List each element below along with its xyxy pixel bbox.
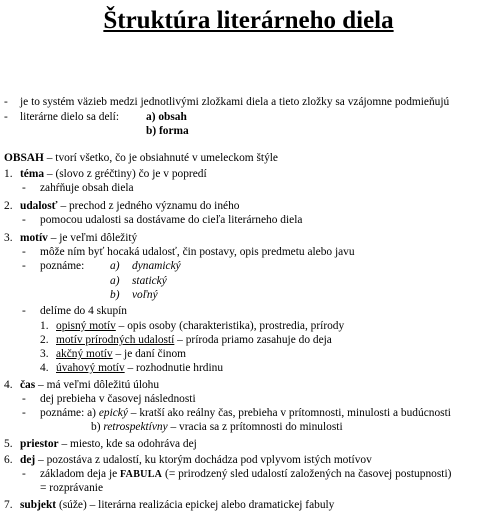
motiv-kind-2: statický bbox=[132, 275, 167, 287]
motiv-group-2-desc: – príroda priamo zasahuje do deja bbox=[174, 334, 332, 346]
item-1-term: téma bbox=[20, 168, 45, 180]
item-2-line bbox=[20, 199, 239, 213]
intro-dash-2: - bbox=[4, 111, 8, 123]
motiv-kind-1-marker: a) bbox=[110, 260, 120, 272]
item-4-line bbox=[20, 378, 159, 392]
page-title: Štruktúra literárneho diela bbox=[103, 7, 394, 34]
cas-epicky-term: epický bbox=[98, 407, 128, 419]
item-6-line bbox=[20, 453, 372, 467]
intro-dash-1: - bbox=[4, 96, 8, 108]
item-7-term: subjekt bbox=[20, 499, 57, 511]
item-6-number: 6. bbox=[4, 454, 13, 466]
motiv-group-3-number: 3. bbox=[40, 348, 49, 360]
fabula-term: FABULA bbox=[120, 469, 163, 480]
item-1-line bbox=[20, 167, 207, 181]
item-4-sub1: dej prebieha v časovej následnosti bbox=[40, 393, 196, 405]
item-3-term: motív bbox=[20, 232, 48, 244]
intro-text-2: literárne dielo sa delí: bbox=[20, 111, 119, 123]
item-6-sub-dash: - bbox=[22, 468, 26, 480]
intro-obsah: a) obsah bbox=[146, 111, 187, 123]
item-4-sub2 bbox=[40, 406, 451, 420]
motiv-kind-2-marker: a) bbox=[110, 275, 120, 287]
motiv-group-3 bbox=[56, 347, 186, 361]
item-3-number: 3. bbox=[4, 232, 13, 244]
item-4-sub1-dash: - bbox=[22, 393, 26, 405]
dej-sub-desc: (= prirodzený sled udalostí založených na časovej postupnosti) bbox=[162, 468, 452, 480]
motiv-group-3-term: akčný motív bbox=[56, 348, 113, 360]
cas-epicky-desc: – kratší ako reálny čas, prebieha v prítomnosti, minulosti a budúcnosti bbox=[127, 407, 451, 419]
motiv-group-2-number: 2. bbox=[40, 334, 49, 346]
motiv-kind-3-marker: b) bbox=[110, 289, 120, 301]
item-6-term: dej bbox=[20, 454, 36, 466]
motiv-kind-3: voľný bbox=[132, 289, 158, 301]
item-4-number: 4. bbox=[4, 379, 13, 391]
item-4-sub3 bbox=[91, 420, 343, 434]
motiv-group-1-term: opisný motív bbox=[56, 320, 116, 332]
intro-forma: b) forma bbox=[146, 125, 189, 137]
obsah-label: OBSAH bbox=[4, 152, 44, 164]
cas-retro-marker: b) bbox=[91, 421, 104, 433]
item-3-sub1-dash: - bbox=[22, 246, 26, 258]
item-1-sub-dash: - bbox=[22, 182, 26, 194]
item-4-term: čas bbox=[20, 379, 36, 391]
item-4-sub2-dash: - bbox=[22, 407, 26, 419]
intro-text-1: je to systém väzieb medzi jednotlivými zložkami diela a tieto zložky sa vzájomne podmieňujú bbox=[20, 96, 450, 108]
item-3-sub2: poznáme: bbox=[40, 260, 85, 272]
item-7-desc: (súže) – literárna realizácia epickej alebo dramatickej fabuly bbox=[56, 499, 335, 511]
dej-sub-pre: základom deja je bbox=[40, 468, 121, 480]
cas-retro-term: retrospektívny bbox=[103, 421, 168, 433]
item-5-number: 5. bbox=[4, 438, 13, 450]
item-2-number: 2. bbox=[4, 200, 13, 212]
item-3-line bbox=[20, 231, 137, 245]
motiv-kind-1: dynamický bbox=[132, 260, 181, 272]
item-3-desc: – je veľmi dôležitý bbox=[47, 232, 138, 244]
obsah-desc: – tvorí všetko, čo je obsiahnuté v umeleckom štýle bbox=[43, 152, 278, 164]
item-1-number: 1. bbox=[4, 168, 13, 180]
item-6-desc: – pozostáva z udalostí, ku ktorým dochádza pod vplyvom istých motívov bbox=[35, 454, 372, 466]
item-6-sub-cont: = rozprávanie bbox=[40, 482, 104, 494]
motiv-group-4 bbox=[56, 361, 223, 375]
item-2-term: udalosť bbox=[20, 200, 58, 212]
motiv-group-1-desc: – opis osoby (charakteristika), prostredia, prírody bbox=[115, 320, 345, 332]
item-7-number: 7. bbox=[4, 499, 13, 511]
obsah-heading bbox=[4, 151, 278, 165]
item-6-sub bbox=[40, 467, 451, 482]
motiv-group-2-term: motív prírodných udalostí bbox=[56, 334, 175, 346]
item-1-sub: zahŕňuje obsah diela bbox=[40, 182, 134, 194]
item-2-sub-dash: - bbox=[22, 214, 26, 226]
item-5-term: priestor bbox=[20, 438, 59, 450]
item-5-desc: – miesto, kde sa odohráva dej bbox=[58, 438, 197, 450]
item-1-desc: – (slovo z gréčtiny) čo je v popredí bbox=[44, 168, 207, 180]
motiv-group-4-term: úvahový motív bbox=[56, 362, 125, 374]
motiv-group-3-desc: – je daní činom bbox=[112, 348, 187, 360]
cas-epicky-marker: poznáme: a) bbox=[40, 407, 99, 419]
motiv-group-1-number: 1. bbox=[40, 320, 49, 332]
motiv-group-4-desc: – rozhodnutie hrdinu bbox=[124, 362, 224, 374]
motiv-group-2 bbox=[56, 333, 332, 347]
item-3-sub3: delíme do 4 skupín bbox=[40, 305, 128, 317]
item-4-desc: – má veľmi dôležitú úlohu bbox=[35, 379, 160, 391]
item-5-line bbox=[20, 437, 197, 451]
cas-retro-desc: – vracia sa z prítomnosti do minulosti bbox=[167, 421, 343, 433]
item-3-sub1: môže ním byť hocaká udalosť, čin postavy, opis predmetu alebo javu bbox=[40, 246, 355, 258]
item-2-desc: – prechod z jedného významu do iného bbox=[57, 200, 240, 212]
item-2-sub: pomocou udalosti sa dostávame do cieľa literárneho diela bbox=[40, 214, 303, 226]
motiv-group-4-number: 4. bbox=[40, 362, 49, 374]
item-3-sub3-dash: - bbox=[22, 305, 26, 317]
motiv-group-1 bbox=[56, 319, 344, 333]
item-3-sub2-dash: - bbox=[22, 260, 26, 272]
